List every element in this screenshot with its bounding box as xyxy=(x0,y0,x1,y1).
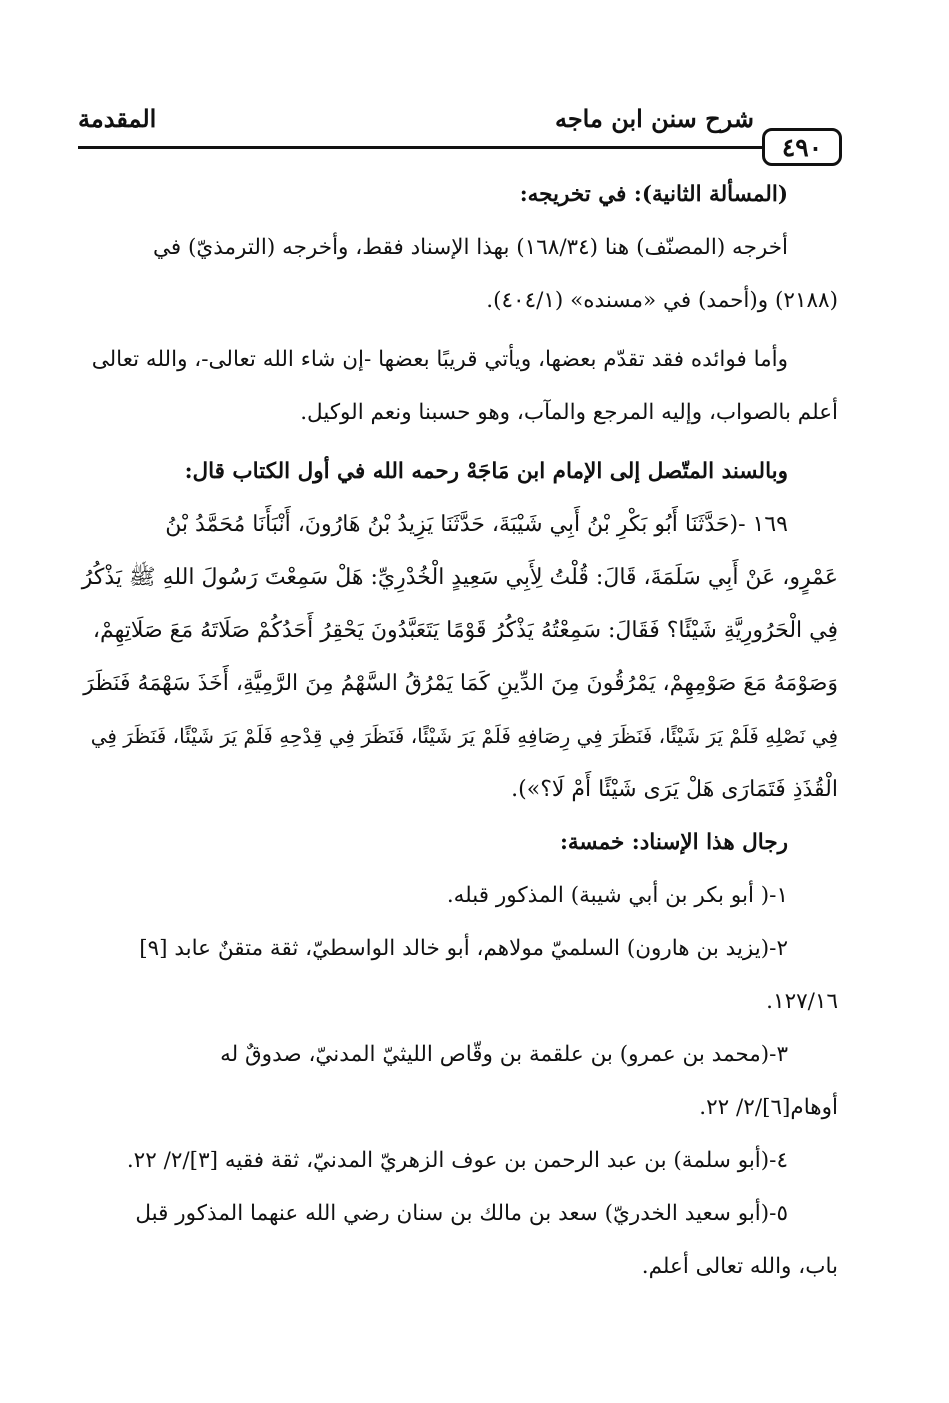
narrator-item: ٥-(أبو سعيد الخدريّ) سعد بن مالك بن سنان رضي الله عنهما المذكور قبل xyxy=(135,1201,788,1226)
narrator-item: ١-( أبو بكر بن أبي شيبة) المذكور قبله. xyxy=(446,883,788,908)
hadith-line: ١٦٩ -(حَدَّثَنَا أَبُو بَكْرِ بْنُ أَبِي شَيْبَةَ، حَدَّثَنَا يَزِيدُ بْنُ هَارُونَ، أَنْبَأَنَا مُحَمَّدُ بْنُ xyxy=(165,512,788,537)
page-body xyxy=(78,168,838,1293)
hadith-line: وَصَوْمَهُ مَعَ صَوْمِهِمْ، يَمْرُقُونَ مِنَ الدِّينِ كَمَا يَمْرُقُ السَّهْمُ مِنَ الرَّمِيَّةِ، أَخَذَ سَهْمَهُ فَنَظَرَ xyxy=(83,671,838,696)
narrator-item: ٤-(أبو سلمة) بن عبد الرحمن بن عوف الزهريّ المدنيّ، ثقة فقيه [٣]/٢/ ٢٢. xyxy=(126,1148,788,1173)
narrators-heading: رجال هذا الإسناد: خمسة: xyxy=(559,830,788,855)
hadith-line: فِي نَصْلِهِ فَلَمْ يَرَ شَيْئًا، فَنَظَرَ فِي رِصَافِهِ فَلَمْ يَرَ شَيْئًا، فَنَظَرَ فِي قِدْحِهِ فَلَمْ يَرَ شَيْئًا، فَنَظَرَ فِي xyxy=(90,724,838,748)
narrator-item: باب، والله تعالى أعلم. xyxy=(641,1254,838,1279)
narrator-item: أوهام[٦]/٢/ ٢٢. xyxy=(699,1095,838,1120)
paragraph-line: (٢١٨٨) و(أحمد) في «مسنده» (٤٠٤/١). xyxy=(486,288,838,313)
section-name: المقدمة xyxy=(78,104,157,133)
paragraph-line: وأما فوائده فقد تقدّم بعضها، ويأتي قريبًا بعضها -إن شاء الله تعالى-، والله تعالى xyxy=(91,347,788,372)
paragraph-line: أعلم بالصواب، وإليه المرجع والمآب، وهو حسبنا ونعم الوكيل. xyxy=(300,400,838,425)
issue-heading: (المسألة الثانية): في تخريجه: xyxy=(519,182,788,207)
chain-heading: وبالسند المتّصل إلى الإمام ابن مَاجَهْ رحمه الله في أول الكتاب قال: xyxy=(184,459,788,484)
narrator-item: ١٢٧/١٦. xyxy=(766,989,838,1014)
narrator-item: ٢-(يزيد بن هارون) السلميّ مولاهم، أبو خالد الواسطيّ، ثقة متقنٌ عابد [٩] xyxy=(139,936,788,961)
page-number: ٤٩٠ xyxy=(762,128,842,166)
hadith-line: فِي الْحَرُورِيَّةِ شَيْئًا؟ فَقَالَ: سَمِعْتُهُ يَذْكُرُ قَوْمًا يَتَعَبَّدُونَ يَحْقِرُ أَحَدُكُمْ صَلَاتَهُ مَعَ صَلَاتِهِمْ، xyxy=(92,618,838,643)
hadith-line: الْقُذَذِ فَتَمَارَى هَلْ يَرَى شَيْئًا أَمْ لَا؟»). xyxy=(511,777,838,802)
narrator-item: ٣-(محمد بن عمرو) بن علقمة بن وقّاص الليثيّ المدنيّ، صدوقٌ له xyxy=(220,1042,788,1067)
book-title: شرح سنن ابن ماجه xyxy=(554,104,754,133)
hadith-line: عَمْرٍو، عَنْ أَبِي سَلَمَةَ، قَالَ: قُلْتُ لِأَبِي سَعِيدٍ الْخُدْرِيِّ: هَلْ سَمِعْتَ رَسُولَ اللهِ ﷺ يَذْكُرُ xyxy=(81,565,838,590)
header-rule xyxy=(78,146,764,149)
paragraph-line: أخرجه (المصنّف) هنا (١٦٨/٣٤) بهذا الإسناد فقط، وأخرجه (الترمذيّ) في xyxy=(152,235,788,260)
